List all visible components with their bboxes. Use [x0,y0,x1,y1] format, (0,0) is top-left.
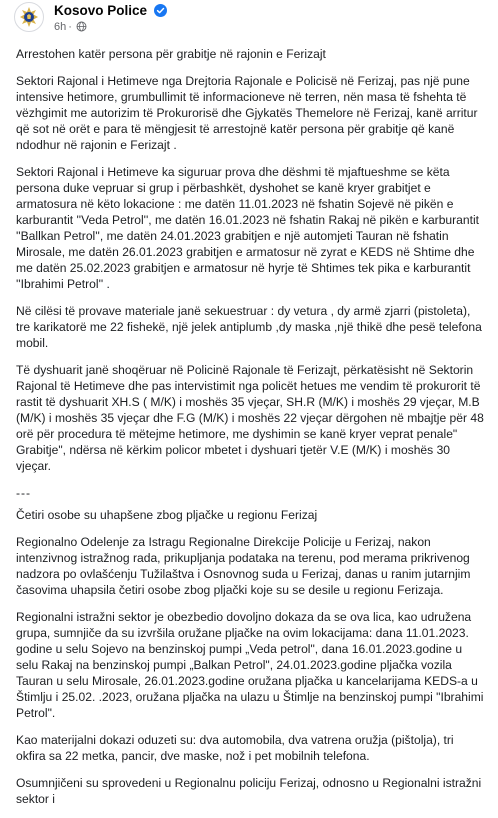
post-paragraph: Regionalni istražni sektor je obezbedio dovoljno dokaza da se ova lica, kao udružena grupa, sumnjiče da su izvršila oružane pljačke na ovim lokacijama: dana 11.01.2023. godine u selu Sojevo na benzinskoj pumpi „Veda petrol", dana 16.01.2023.godine u selu Rakaj na benzinskoj pumpi „Balkan Petrol", 24.01.2023.godine pljačka vozila Tauran u selu Mirosale, 26.01.2023.godine oružana pljačka u kancelarijama KEDS-a u Štimlju i 25.02. .2023, oružana pljačka na ulazu u Štimlje na benzinskoj pumpi "Ibrahimi Petrol". [16,610,484,720]
verified-badge-icon [154,4,167,17]
page-name[interactable]: Kosovo Police [54,3,148,18]
post-paragraph: Sektori Rajonal i Hetimeve ka siguruar prova dhe dëshmi të mjaftueshme se këta persona duke vepruar si grup i përbashkët, dyshohet se kanë kryer grabitjet e armatosura në këto lokacione : me datën 11.01.2023 në fshatin Sojevë në pikën e karburantit ''Veda Petrol'', me datën 16.01.2023 në fshatin Rakaj në pikën e karburantit ''Ballkan Petrol'', me datën 24.01.2023 grabitjen e një automjeti Tauran në fshatin Mirosale, me datën 26.01.2023 grabitjen e armatosur në zyrat e KEDS në Shtime dhe me datën 25.02.2023 grabitjen e armatosur në hyrje të Shtimes tek pika e karburantit ''Ibrahimi Petrol'' . [16,165,480,291]
post-meta [54,21,87,33]
post-title-serbian: Četiri osobe su uhapšene zbog pljačke u regionu Ferizaj [16,508,318,522]
post-paragraph: Në cilësi të provave materiale janë sekuestruar : dy vetura , dy armë zjarri (pistoleta), tre karikatorë me 22 fishekë, një jelek antiplumb ,dy maska ,një thikë dhe pesë telefona mobil. [16,304,482,350]
post-text [16,46,484,818]
meta-separator: · [68,21,72,33]
post-title-albanian: Arrestohen katër persona për grabitje në rajonin e Ferizajt [16,47,326,61]
post-paragraph: Kao materijalni dokazi oduzeti su: dva automobila, dva vatrena oružja (pištolja), tri okfira sa 22 metka, pancir, dve maske, nož i pet mobilnih telefona. [16,733,454,763]
post-timestamp[interactable]: 6h [54,21,67,33]
post-header [0,0,498,38]
globe-icon[interactable] [76,21,87,32]
police-badge-icon [15,3,43,31]
post-paragraph: Osumnjičeni su sprovedeni u Regionalnu policiju Ferizaj, odnosno u Regionalni istražni sektor i [16,776,482,806]
post-paragraph: Sektori Rajonal i Hetimeve nga Drejtoria Rajonale e Policisë në Ferizaj, pas një pune intensive hetimore, grumbullimit të informacioneve në terren, nën masa të fshehta të vëzhgimit me autorizim të Prokurorisë dhe Gjykatës Themelore në Ferizaj, kanë arritur që sot në orët e para të mëngjesit të arrestojnë katër persona për grabitje që kanë ndodhur në rajonin e Ferizajt . [16,74,478,152]
post-paragraph: Të dyshuarit janë shoqëruar në Policinë Rajonale të Ferizajt, përkatësisht në Sektorin Rajonal të Hetimeve dhe pas intervistimit nga policët hetues me vendim të prokurorit të rastit të dyshuarit XH.S ( M/K) i moshës 35 vjeçar, SH.R (M/K) i moshës 29 vjeçar, M.B (M/K) i moshës 35 vjeçar dhe F.G (M/K) i moshës 22 vjeçar dërgohen në mbajtje për 48 orë për procedura të mëtejme hetimore, me dyshimin se kanë kryer veprat penale" Grabitje", ndërsa në kërkim policor mbetet i dyshuari tjetër V.E (M/K) i moshës 30 vjeçar. [16,363,484,473]
post-paragraph: Regionalno Odelenje za Istragu Regionalne Direkcije Policije u Ferizaj, nakon intenzivnog istražnog rada, prikupljanja podataka na terenu, pod merama prikrivenog nadzora po ovlašćenju Tužilaštva i Osnovnog suda u Ferizaj, danas u ranim jutarnjim časovima uhapsila četiri osobe zbog pljački koje su se desile u regionu Ferizaja. [16,535,471,597]
language-separator: --- [16,486,32,500]
kosovo-police-logo-avatar[interactable] [14,2,44,32]
